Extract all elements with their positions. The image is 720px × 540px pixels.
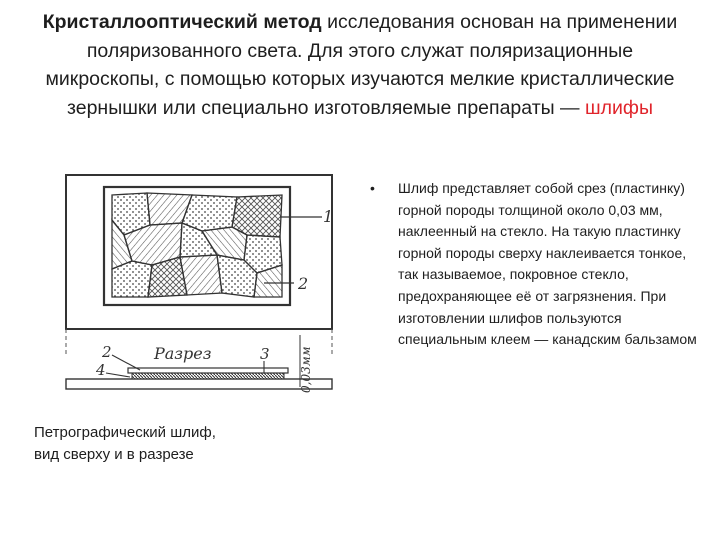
figure-label-3: 3 bbox=[260, 345, 270, 363]
figure-caption bbox=[34, 422, 364, 466]
thin-section-figure bbox=[32, 165, 362, 415]
description-text: Шлиф представляет собой срез (пластинку) горной породы толщиной около 0,03 мм, наклеенный на стекло. На такую пластинку горной породы сверху наклеивается тонкое, так называемое, покровное стекло, предохраняющее её от загрязнения. При изготовлении шлифов пользуются специальным клеем — канадским бальзамом bbox=[398, 180, 697, 348]
thickness-label: 0,03мм bbox=[299, 346, 313, 393]
figure-label-1: 1 bbox=[323, 207, 334, 226]
figure-label-4: 4 bbox=[96, 361, 106, 379]
caption-line-2: вид сверху и в разрезе bbox=[34, 446, 194, 463]
description-list bbox=[366, 178, 706, 351]
figure-label-2-top: 2 bbox=[298, 274, 309, 293]
title-text: исследования основан на применении поляризованного света. Для этого служат поляризационные микроскопы, с помощью которых изучаются мелкие кристаллические зернышки или специально изготовляемые препараты — bbox=[45, 11, 678, 119]
title-accent-term: шлифы bbox=[584, 96, 653, 119]
section-label: Разрез bbox=[154, 344, 212, 363]
bullet-icon: • bbox=[370, 180, 375, 196]
slide-title bbox=[40, 8, 680, 122]
rock-grains bbox=[112, 193, 282, 297]
title-bold-term: Кристаллооптический метод bbox=[42, 11, 322, 33]
description-item bbox=[366, 178, 706, 351]
figure-label-2-bottom: 2 bbox=[102, 343, 112, 361]
section-glass-slide bbox=[66, 379, 332, 389]
section-rock-layer bbox=[132, 373, 284, 379]
thin-section-drawing bbox=[32, 165, 362, 415]
caption-line-1: Петрографический шлиф, bbox=[34, 424, 216, 441]
